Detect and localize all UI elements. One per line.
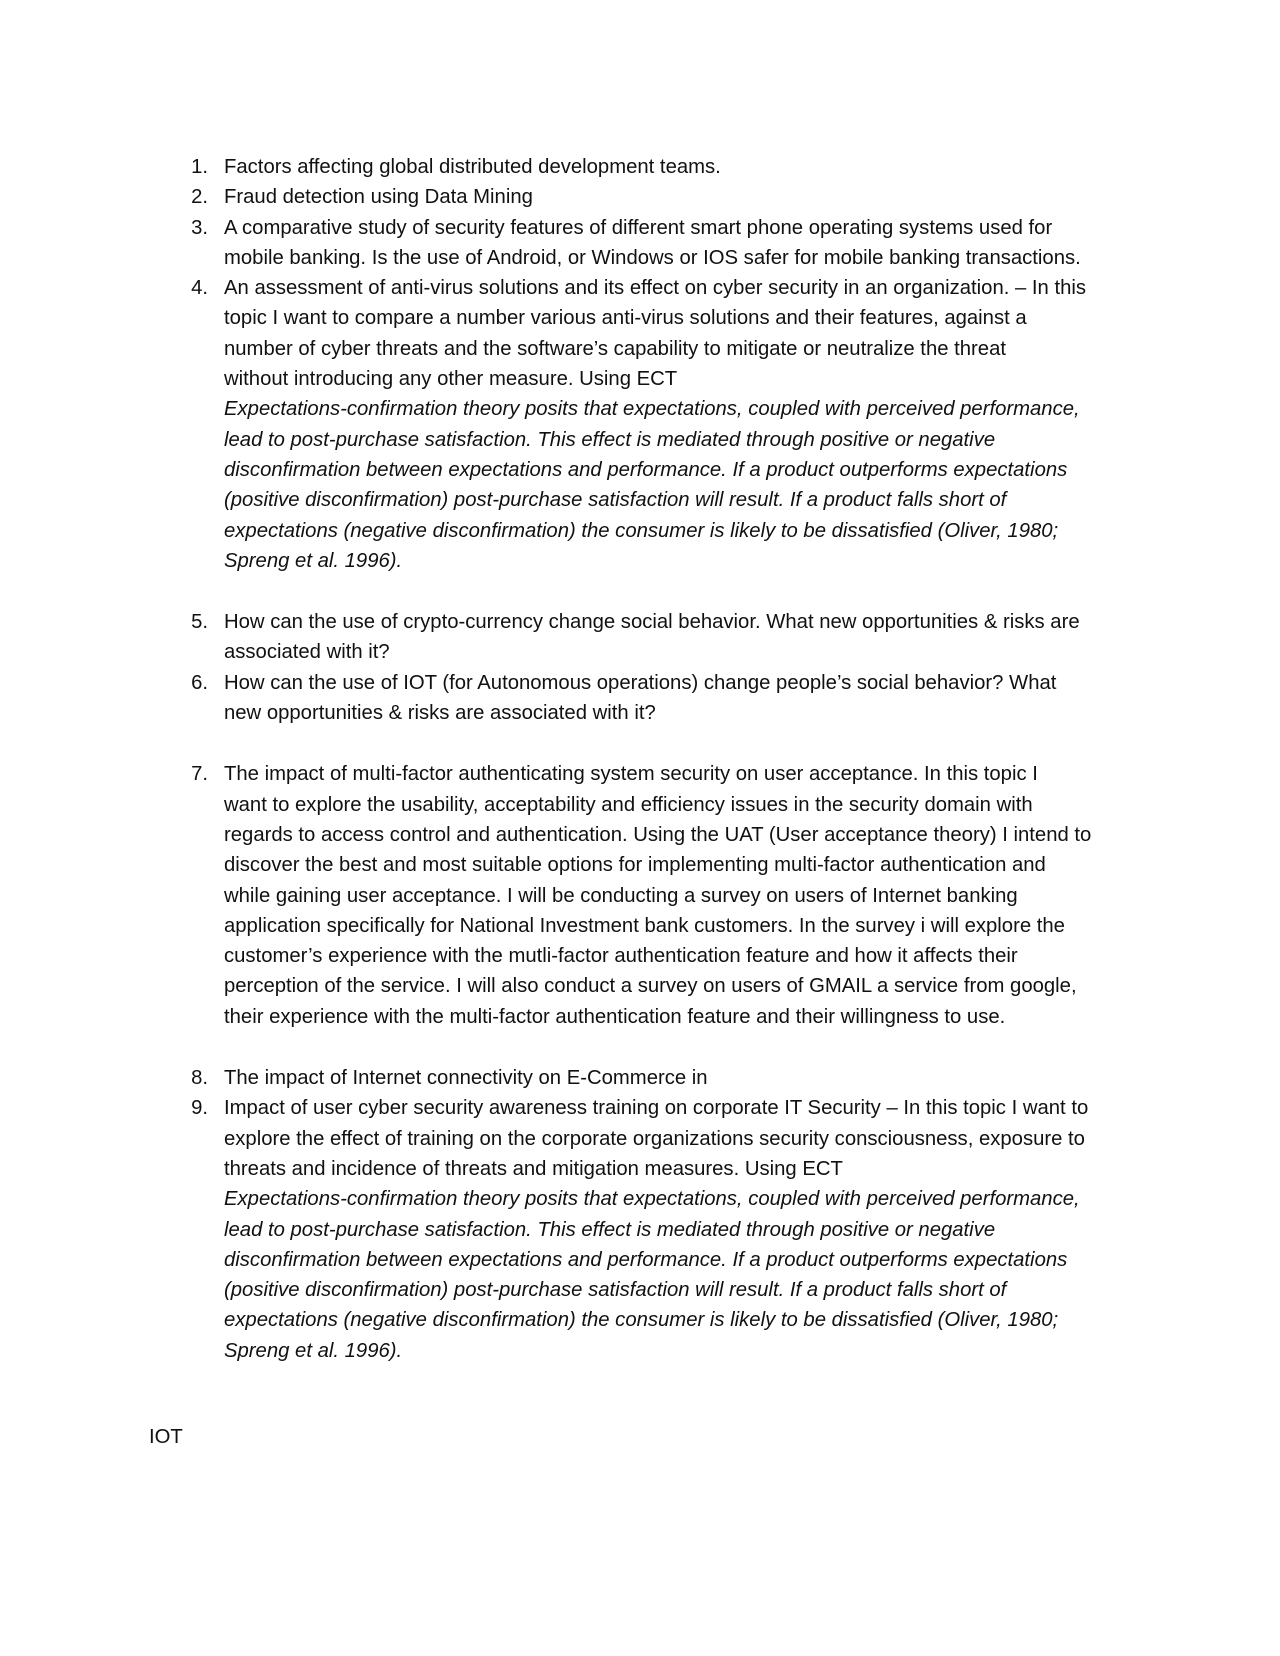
quote-line: (positive disconfirmation) post-purchase satisfaction will result. If a product falls short of [224, 489, 1007, 512]
text-line: discover the best and most suitable options for implementing multi-factor authentication and [224, 854, 1046, 877]
text-line: new opportunities & risks are associated with it? [224, 702, 656, 725]
text-line: application specifically for National Investment bank customers. In the survey i will explore the [224, 914, 1065, 937]
quote-line: (positive disconfirmation) post-purchase satisfaction will result. If a product falls short of [224, 1279, 1007, 1302]
text-line: How can the use of crypto-currency change social behavior. What new opportunities & risks are [224, 611, 1080, 634]
list-number: 9. [191, 1097, 208, 1120]
list-item [0, 213, 1280, 274]
quote-line: Expectations-confirmation theory posits that expectations, coupled with perceived performance, [224, 1188, 1080, 1211]
text-line: perception of the service. I will also conduct a survey on users of GMAIL a service from google, [224, 975, 1077, 998]
text-line: associated with it? [224, 641, 390, 664]
text-line: while gaining user acceptance. I will be conducting a survey on users of Internet banking [224, 884, 1018, 907]
topic-list [0, 152, 1280, 1366]
list-item [0, 273, 1280, 576]
list-item-text [224, 1093, 1124, 1366]
text-line: The impact of Internet connectivity on E-Commerce in [224, 1067, 708, 1090]
quote-line: disconfirmation between expectations and performance. If a product outperforms expectations [224, 1248, 1068, 1271]
list-item [0, 182, 1280, 212]
list-item [0, 152, 1280, 182]
text-line: A comparative study of security features of different smart phone operating systems used for [224, 216, 1053, 239]
list-item-text [224, 607, 1124, 668]
text-line: Fraud detection using Data Mining [224, 186, 533, 209]
list-number: 4. [191, 277, 208, 300]
text-line: threats and incidence of threats and mitigation measures. Using ECT [224, 1157, 843, 1180]
list-item-text [224, 759, 1124, 1032]
quote-line: Spreng et al. 1996). [224, 1339, 403, 1362]
list-number: 1. [191, 156, 208, 178]
footer-note: IOT [149, 1426, 183, 1448]
text-line: number of cyber threats and the software’s capability to mitigate or neutralize the threat [224, 337, 1006, 360]
list-item-text [224, 1063, 1124, 1093]
quote-line: lead to post-purchase satisfaction. This effect is mediated through positive or negative [224, 428, 996, 451]
list-number: 7. [191, 763, 208, 786]
text-line: their experience with the multi-factor authentication feature and their willingness to use. [224, 1005, 1006, 1028]
text-line: The impact of multi-factor authenticating system security on user acceptance. In this topic I [224, 763, 1038, 786]
quote-line: Spreng et al. 1996). [224, 549, 403, 572]
text-line: topic I want to compare a number various anti-virus solutions and their features, against a [224, 307, 1027, 330]
text-line: An assessment of anti-virus solutions and its effect on cyber security in an organization. – In this [224, 277, 1087, 300]
text-line: customer’s experience with the mutli-factor authentication feature and how it affects their [224, 945, 1018, 968]
list-item [0, 607, 1280, 668]
list-item [0, 1093, 1280, 1366]
text-line: regards to access control and authentication. Using the UAT (User acceptance theory) I intend to [224, 823, 1092, 846]
list-item-text [224, 213, 1124, 274]
quote-line: lead to post-purchase satisfaction. This effect is mediated through positive or negative [224, 1218, 996, 1241]
list-number: 2. [191, 186, 208, 209]
list-number: 8. [191, 1067, 208, 1090]
quote-line: disconfirmation between expectations and performance. If a product outperforms expectations [224, 458, 1068, 481]
text-line: without introducing any other measure. Using ECT [224, 368, 678, 391]
quote-line: expectations (negative disconfirmation) the consumer is likely to be dissatisfied (Oliver, 1980; [224, 1309, 1059, 1332]
text-line: Factors affecting global distributed development teams. [224, 156, 721, 178]
list-number: 5. [191, 611, 208, 634]
list-item [0, 668, 1280, 729]
text-line: want to explore the usability, acceptability and efficiency issues in the security domain with [224, 793, 1033, 816]
list-item-text [224, 668, 1124, 729]
list-item [0, 759, 1280, 1032]
quote-line: Expectations-confirmation theory posits that expectations, coupled with perceived performance, [224, 398, 1080, 421]
text-line: How can the use of IOT (for Autonomous operations) change people’s social behavior? What [224, 671, 1057, 694]
quote-line: expectations (negative disconfirmation) the consumer is likely to be dissatisfied (Oliver, 1980; [224, 519, 1059, 542]
list-number: 3. [191, 216, 208, 239]
text-line: explore the effect of training on the corporate organizations security consciousness, exposure to [224, 1127, 1085, 1150]
list-item [0, 1063, 1280, 1093]
list-number: 6. [191, 671, 208, 694]
text-line: mobile banking. Is the use of Android, or Windows or IOS safer for mobile banking transactions. [224, 246, 1081, 269]
list-item-text [224, 182, 1124, 212]
text-line: Impact of user cyber security awareness training on corporate IT Security – In this topic I want to [224, 1097, 1089, 1120]
list-item-text [224, 273, 1124, 576]
list-item-text [224, 152, 1124, 182]
